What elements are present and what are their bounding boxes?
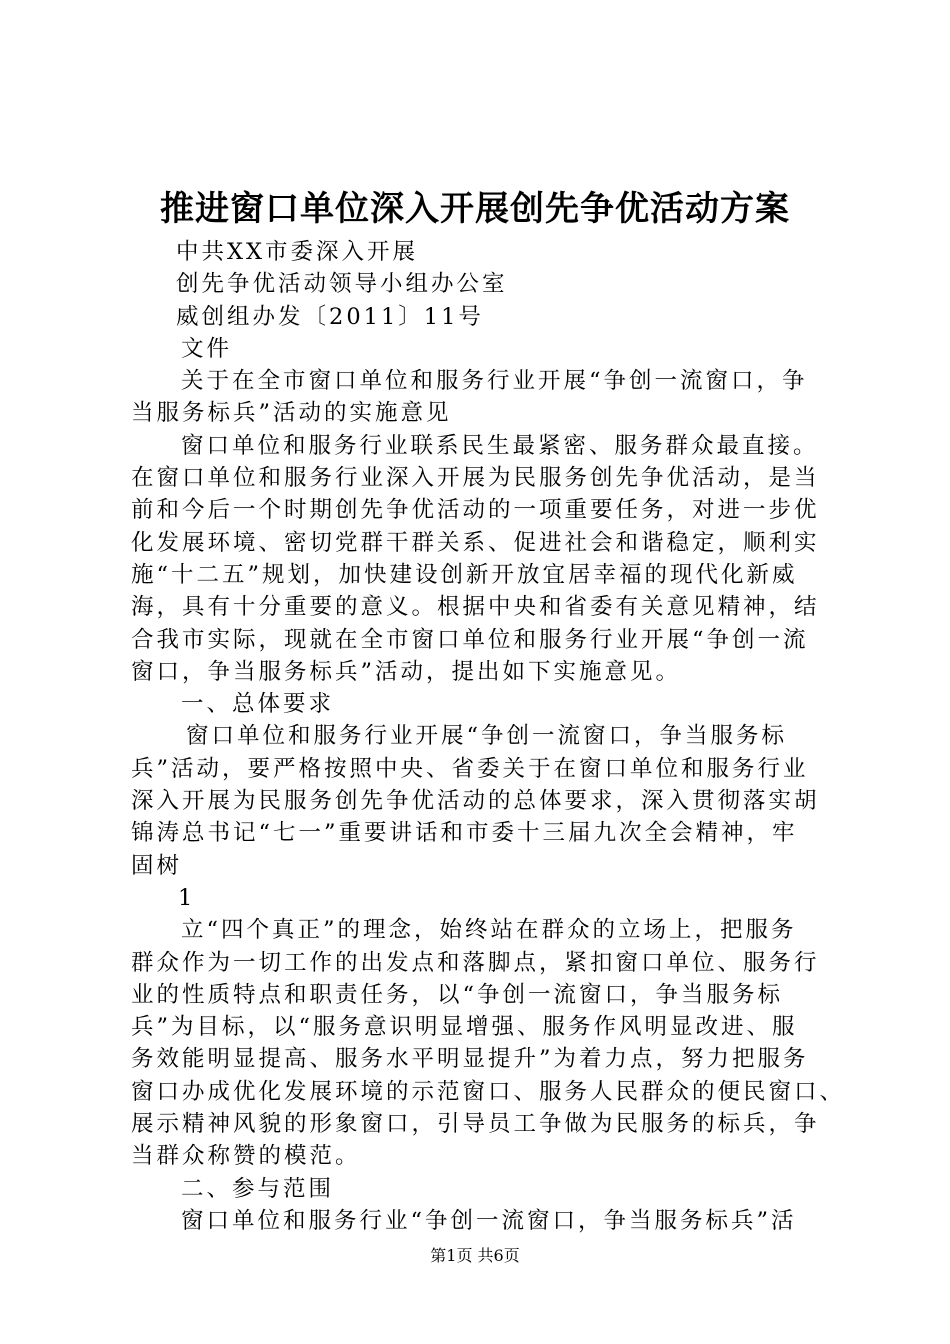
section-heading-2: 二、参与范围 xyxy=(181,1175,335,1202)
paragraph-line: 前和今后一个时期创先争优活动的一项重要任务，对进一步优 xyxy=(131,497,820,524)
subject-line-1: 关于在全市窗口单位和服务行业开展“争创一流窗口，争 xyxy=(181,368,808,395)
paragraph-line: 施“十二五”规划，加快建设创新开放宜居幸福的现代化新威 xyxy=(131,561,798,588)
paragraph-line: 窗口单位和服务行业“争创一流窗口，争当服务标兵”活 xyxy=(181,1207,797,1234)
paragraph-line: 在窗口单位和服务行业深入开展为民服务创先争优活动，是当 xyxy=(131,465,820,492)
paragraph-line: 业的性质特点和职责任务，以“争创一流窗口，争当服务标 xyxy=(131,981,784,1008)
paragraph-line: 海，具有十分重要的意义。根据中央和省委有关意见精神，结 xyxy=(131,594,820,621)
paragraph-line: 窗口，争当服务标兵”活动，提出如下实施意见。 xyxy=(131,658,682,685)
document-title: 推进窗口单位深入开展创先争优活动方案 xyxy=(160,189,790,229)
paragraph-line: 固树 xyxy=(131,852,183,879)
paragraph-line: 深入开展为民服务创先争优活动的总体要求，深入贯彻落实胡 xyxy=(131,788,820,815)
paragraph-line: 窗口办成优化发展环境的示范窗口、服务人民群众的便民窗口、 xyxy=(131,1078,846,1105)
paragraph-line: 化发展环境、密切党群干群关系、促进社会和谐稳定，顺利实 xyxy=(131,529,820,556)
paragraph-line: 锦涛总书记“七一”重要讲话和市委十三届九次全会精神，牢 xyxy=(131,820,798,847)
paragraph-line: 兵”为目标，以“服务意识明显增强、服务作风明显改进、服 xyxy=(131,1014,798,1041)
paragraph-line: 合我市实际，现就在全市窗口单位和服务行业开展“争创一流 xyxy=(131,626,809,653)
paragraph-line: 展示精神风貌的形象窗口，引导员工争做为民服务的标兵，争 xyxy=(131,1111,820,1138)
paragraph-line: 当群众称赞的模范。 xyxy=(131,1143,361,1170)
paragraph-line: 群众作为一切工作的出发点和落脚点，紧扣窗口单位、服务行 xyxy=(131,949,820,976)
subject-line-2: 当服务标兵”活动的实施意见 xyxy=(131,400,452,427)
document-type: 文件 xyxy=(181,335,233,362)
paragraph-line: 务效能明显提高、服务水平明显提升”为着力点，努力把服务 xyxy=(131,1046,809,1073)
document-body xyxy=(131,236,846,1237)
inline-page-number: 1 xyxy=(178,884,193,911)
issuer-line-2: 创先争优活动领导小组办公室 xyxy=(176,271,508,298)
paragraph-line: 窗口单位和服务行业联系民生最紧密、服务群众最直接。 xyxy=(181,432,819,459)
section-heading-1: 一、总体要求 xyxy=(181,691,335,718)
paragraph-line: 立“四个真正”的理念，始终站在群众的立场上，把服务 xyxy=(181,917,797,944)
page-footer: 第1页 共6页 xyxy=(430,1246,520,1265)
paragraph-line: 兵”活动，要严格按照中央、省委关于在窗口单位和服务行业 xyxy=(131,755,809,782)
issuer-line-1: 中共XX市委深入开展 xyxy=(176,239,419,265)
document-number: 威创组办发〔2011〕11号 xyxy=(176,303,484,330)
paragraph-line: 窗口单位和服务行业开展“争创一流窗口，争当服务标 xyxy=(186,723,788,750)
